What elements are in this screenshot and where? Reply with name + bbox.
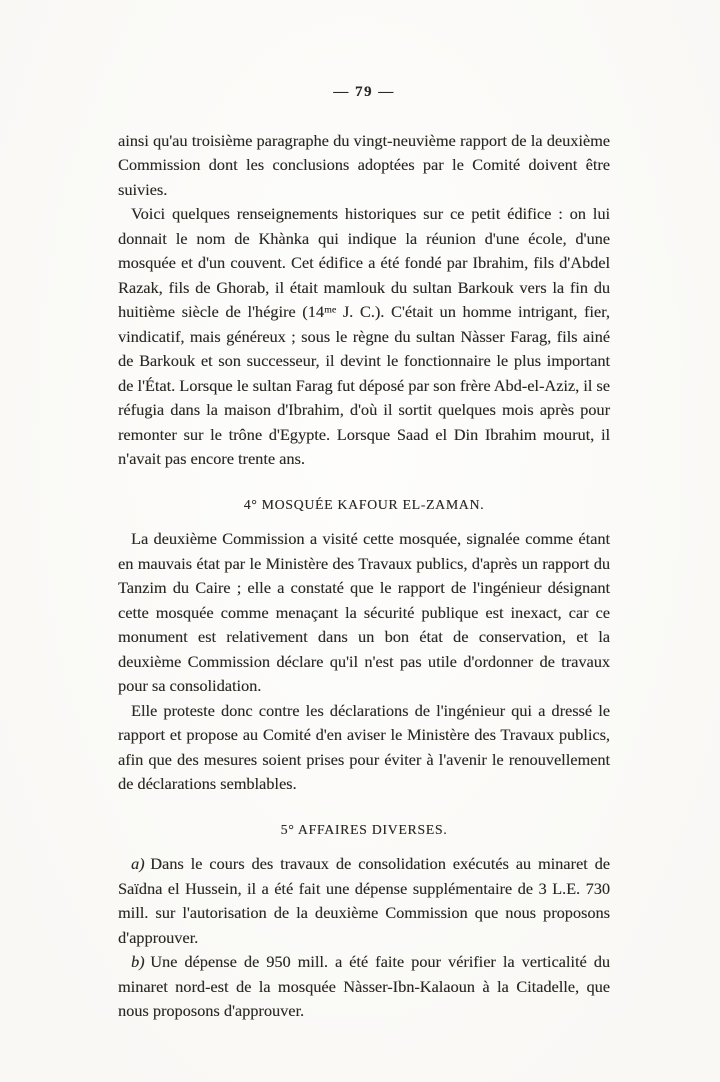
paragraph-historical-note: Voici quelques renseignements historiques sur ce petit édifice : on lui donnait le nom de Khànka qui indique la réunion d'une école, d'une mosquée et d'un couvent. Cet édifice a été fondé par Ibrahim, fils d'Abdel Razak, fils de Ghorab, il était mamlouk du sultan Barkouk vers la fin du huitième siècle de l'hégire (14ᵐᵉ J. C.). C'était un homme intrigant, fier, vindicatif, mais généreux ; sous le règne du sultan Nàsser Farag, fils ainé de Barkouk et son successeur, il devint le fonctionnaire le plus important de l'État. Lorsque le sultan Farag fut déposé par son frère Abd-el-Aziz, il se réfugia dans la maison d'Ibrahim, d'où il sortit quelques mois après pour remonter sur le trône d'Egypte. Lorsque Saad el Din Ibrahim mourut, il n'avait pas encore trente ans. — [118, 204, 610, 468]
item-b-text: Une dépense de 950 mill. a été faite pour vérifier la verticalité du minaret nord-est de la mosquée Nàsser-Ibn-Kalaoun à la Citadelle, que nous proposons d'approuver. — [118, 952, 610, 1020]
section-heading-4: 4° MOSQUÉE KAFOUR EL-ZAMAN. — [243, 496, 485, 512]
item-b-marker: b) — [131, 952, 145, 971]
paragraph-continuation: ainsi qu'au troisième paragraphe du vingt-neuvième rapport de la deuxième Commission dont les conclusions adoptées par le Comité doivent être suivies. — [118, 130, 610, 199]
list-item-a — [118, 852, 610, 950]
item-a-marker: a) — [131, 854, 145, 873]
paragraph-section4-1: La deuxième Commission a visité cette mosquée, signalée comme étant en mauvais état par le Ministère des Travaux publics, d'après un rapport du Tanzim du Caire ; elle a constaté que le rapport de l'ingénieur désignant cette mosquée comme menaçant la sécurité publique est inexact, car ce monument est relativement dans un bon état de conservation, et la deuxième Commission déclare qu'il n'est pas utile d'ordonner de travaux pour sa consolidation. — [118, 529, 610, 695]
item-a-text: Dans le cours des travaux de consolidation exécutés au minaret de Saïdna el Hussein, il a été fait une dépense supplémentaire de 3 L.E. 730 mill. sur l'autorisation de la deuxième Commission que nous proposons d'approuver. — [118, 854, 610, 947]
page-number: — 79 — — [333, 84, 395, 100]
paragraph-section4-2: Elle proteste donc contre les déclarations de l'ingénieur qui a dressé le rapport et propose au Comité d'en aviser le Ministère des Travaux publics, afin que des mesures soient prises pour éviter à l'avenir le renouvellement de déclarations semblables. — [118, 700, 610, 793]
list-item-b — [118, 950, 610, 1024]
text-block — [118, 80, 610, 1024]
section-heading-5: 5° AFFAIRES DIVERSES. — [280, 821, 448, 837]
